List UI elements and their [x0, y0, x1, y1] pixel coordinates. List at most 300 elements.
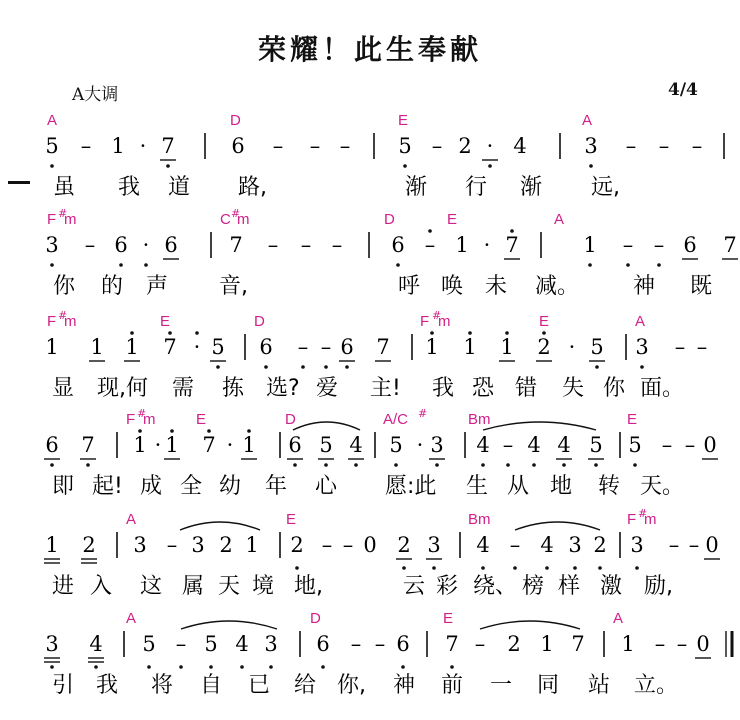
- chord-symbol: F: [126, 411, 136, 428]
- lyric-syllable: 爱: [316, 376, 339, 401]
- jianpu-note: ·: [226, 433, 234, 457]
- chord-symbol: #: [58, 207, 68, 220]
- jianpu-note: –: [84, 233, 96, 257]
- jianpu-note: 1: [165, 433, 179, 457]
- jianpu-note: –: [272, 134, 284, 158]
- jianpu-note: –: [653, 233, 665, 257]
- octave-dot: [532, 463, 536, 467]
- octave-dot: [301, 365, 305, 369]
- lyric-syllable: 成: [140, 474, 163, 499]
- octave-dot: [402, 566, 406, 570]
- chord-symbol: A: [613, 610, 624, 627]
- octave-dot-high: [247, 429, 251, 433]
- jianpu-note: 2: [397, 533, 411, 557]
- jianpu-note: ·: [483, 233, 491, 257]
- jianpu-note: 5: [211, 335, 225, 359]
- octave-dot: [396, 263, 400, 267]
- octave-dot: [598, 566, 602, 570]
- chord-symbol: E: [539, 313, 550, 330]
- jianpu-note: 1: [133, 433, 147, 457]
- chord-symbol: E: [447, 211, 458, 228]
- jianpu-note: 7: [445, 632, 459, 656]
- jianpu-note: –: [424, 233, 436, 257]
- lyric-syllable: 天。: [640, 474, 685, 499]
- lyric-syllable: 未: [485, 274, 508, 299]
- octave-dot: [295, 566, 299, 570]
- chord-symbol: Bm: [468, 411, 491, 428]
- lyric-syllable: 面。: [640, 376, 685, 401]
- lyric-syllable: 从: [507, 474, 530, 499]
- chord-symbol: D: [254, 313, 265, 330]
- jianpu-note: 3: [133, 533, 147, 557]
- jianpu-note: 1: [455, 233, 469, 257]
- chord-symbol: #: [137, 407, 147, 420]
- jianpu-note: 0: [703, 433, 717, 457]
- lyric-syllable: 你,: [337, 673, 366, 698]
- jianpu-note: 6: [231, 134, 245, 158]
- jianpu-note: 7: [505, 233, 519, 257]
- chord-symbol: E: [160, 313, 171, 330]
- lyric-syllable: 云: [403, 574, 426, 599]
- chord-symbol: #: [418, 407, 428, 420]
- jianpu-note: 2: [219, 533, 233, 557]
- lyric-syllable: 这: [140, 574, 163, 599]
- octave-dot: [50, 665, 54, 669]
- lyric-syllable: 需: [172, 376, 195, 401]
- lyric-syllable: 你: [53, 274, 76, 299]
- chord-symbol: D: [285, 411, 296, 428]
- jianpu-note: 4: [476, 433, 490, 457]
- lyric-syllable: 榜: [522, 574, 545, 599]
- octave-dot-high: [505, 331, 509, 335]
- octave-dot: [401, 665, 405, 669]
- jianpu-note: 5: [389, 433, 403, 457]
- jianpu-note: –: [474, 632, 486, 656]
- chord-symbol: F: [420, 313, 430, 330]
- jianpu-note: 5: [142, 632, 156, 656]
- jianpu-note: 1: [425, 335, 439, 359]
- lyric-syllable: 前: [441, 673, 464, 698]
- jianpu-note: 4: [540, 533, 554, 557]
- octave-dot: [345, 365, 349, 369]
- jianpu-note: –: [80, 134, 92, 158]
- lyric-syllable: 神: [393, 673, 416, 698]
- chord-symbol: m: [644, 511, 657, 528]
- chord-symbol: F: [47, 211, 57, 228]
- time-signature: 4/4: [668, 80, 698, 100]
- chord-symbol: #: [58, 309, 68, 322]
- jianpu-note: –: [674, 335, 686, 359]
- chord-symbol: C: [220, 211, 231, 228]
- jianpu-note: 3: [191, 533, 205, 557]
- lyric-syllable: 励,: [644, 574, 673, 599]
- octave-dot: [209, 665, 213, 669]
- octave-dot: [264, 365, 268, 369]
- lyric-syllable: 地,: [294, 574, 323, 599]
- octave-dot: [562, 463, 566, 467]
- jianpu-note: 6: [114, 233, 128, 257]
- jianpu-note: 1: [90, 335, 104, 359]
- lyric-syllable: 拣: [222, 376, 245, 401]
- lyric-syllable: 转: [598, 474, 621, 499]
- jianpu-note: –: [691, 134, 703, 158]
- octave-dot: [481, 566, 485, 570]
- octave-dot-high: [130, 331, 134, 335]
- jianpu-note: –: [339, 134, 351, 158]
- jianpu-note: 4: [235, 632, 249, 656]
- jianpu-note: 3: [45, 233, 59, 257]
- octave-dot: [240, 665, 244, 669]
- jianpu-note: 6: [164, 233, 178, 257]
- lyric-syllable: 你: [603, 376, 626, 401]
- jianpu-note: 6: [288, 433, 302, 457]
- jianpu-note: ·: [486, 134, 494, 158]
- slur-arc: [483, 422, 596, 430]
- jianpu-note: –: [331, 233, 343, 257]
- chord-symbol: m: [64, 211, 77, 228]
- lyric-syllable: 渐: [405, 175, 428, 200]
- lyric-syllable: 即: [52, 474, 75, 499]
- slur-arc: [515, 522, 600, 530]
- octave-dot: [589, 164, 593, 168]
- octave-dot: [432, 566, 436, 570]
- octave-dot: [594, 463, 598, 467]
- slur-arc: [180, 522, 260, 530]
- lyric-syllable: 引: [52, 673, 75, 698]
- lyric-syllable: 我: [432, 376, 455, 401]
- lyric-syllable: 显: [52, 376, 75, 401]
- jianpu-note: –: [625, 134, 637, 158]
- jianpu-note: 7: [723, 233, 737, 257]
- lyric-syllable: 激: [600, 574, 623, 599]
- jianpu-note: 4: [513, 134, 527, 158]
- octave-dot: [657, 263, 661, 267]
- jianpu-note: 1: [463, 335, 477, 359]
- octave-dot: [94, 665, 98, 669]
- chord-symbol: A: [635, 313, 646, 330]
- lyric-syllable: 年: [265, 474, 288, 499]
- lyric-syllable: 进: [52, 574, 75, 599]
- jianpu-note: 5: [204, 632, 218, 656]
- jianpu-note: –: [175, 632, 187, 656]
- jianpu-note: –: [321, 533, 333, 557]
- lyric-syllable: 心: [315, 474, 338, 499]
- jianpu-note: ·: [154, 433, 162, 457]
- octave-dot: [488, 164, 492, 168]
- lyric-syllable: 自: [200, 673, 223, 698]
- chord-symbol: E: [443, 610, 454, 627]
- jianpu-note: 5: [45, 134, 59, 158]
- jianpu-note: 6: [391, 233, 405, 257]
- jianpu-note: 7: [163, 335, 177, 359]
- jianpu-note: 0: [705, 533, 719, 557]
- jianpu-note: –: [297, 335, 309, 359]
- lyric-syllable: 境: [252, 574, 275, 599]
- lyric-syllable: 将: [151, 673, 174, 698]
- jianpu-note: 1: [125, 335, 139, 359]
- jianpu-note: 5: [590, 335, 604, 359]
- octave-dot: [144, 263, 148, 267]
- lyric-syllable: 站: [588, 673, 611, 698]
- jianpu-note: ·: [142, 233, 150, 257]
- octave-dot: [633, 463, 637, 467]
- lyric-syllable: 远,: [591, 175, 620, 200]
- octave-dot: [403, 164, 407, 168]
- chord-symbol: A: [582, 112, 593, 129]
- lyric-syllable: 虽: [53, 175, 76, 200]
- octave-dot: [324, 365, 328, 369]
- jianpu-note: 2: [82, 533, 96, 557]
- jianpu-note: 6: [340, 335, 354, 359]
- jianpu-note: –: [661, 433, 673, 457]
- chord-symbol: Bm: [468, 511, 491, 528]
- chord-symbol: E: [196, 411, 207, 428]
- chord-symbol: E: [398, 112, 409, 129]
- octave-dot-high: [468, 331, 472, 335]
- lyric-syllable: 唤: [441, 274, 464, 299]
- jianpu-note: 6: [683, 233, 697, 257]
- lyric-syllable: 恐: [472, 376, 495, 401]
- chord-symbol: E: [286, 511, 297, 528]
- lyric-syllable: 天: [218, 574, 241, 599]
- jianpu-note: –: [267, 233, 279, 257]
- octave-dot: [435, 463, 439, 467]
- key-signature: A大调: [72, 85, 119, 105]
- octave-dot: [321, 665, 325, 669]
- chord-symbol: #: [638, 507, 648, 520]
- octave-dot: [481, 463, 485, 467]
- chord-symbol: D: [310, 610, 321, 627]
- jianpu-note: 1: [621, 632, 635, 656]
- jianpu-note: 3: [584, 134, 598, 158]
- lyric-syllable: 的: [101, 274, 124, 299]
- jianpu-note: 3: [430, 433, 444, 457]
- jianpu-note: 4: [89, 632, 103, 656]
- jianpu-note: 7: [376, 335, 390, 359]
- octave-dot: [293, 463, 297, 467]
- lyric-syllable: 起!: [92, 474, 123, 499]
- chord-symbol: m: [237, 211, 250, 228]
- jianpu-note: –: [350, 632, 362, 656]
- jianpu-note: –: [509, 533, 521, 557]
- jianpu-note: 7: [81, 433, 95, 457]
- chord-symbol: #: [432, 309, 442, 322]
- jianpu-note: 5: [319, 433, 333, 457]
- chord-symbol: m: [438, 313, 451, 330]
- jianpu-note: 4: [476, 533, 490, 557]
- jianpu-note: 6: [396, 632, 410, 656]
- chord-symbol: F: [627, 511, 637, 528]
- octave-dot: [50, 263, 54, 267]
- jianpu-note: 7: [229, 233, 243, 257]
- jianpu-note: 3: [427, 533, 441, 557]
- lyric-syllable: 神: [633, 274, 656, 299]
- jianpu-note: 3: [635, 335, 649, 359]
- chord-symbol: A: [554, 211, 565, 228]
- octave-dot: [573, 566, 577, 570]
- jianpu-note: –: [300, 233, 312, 257]
- octave-dot: [179, 665, 183, 669]
- octave-dot: [324, 463, 328, 467]
- jianpu-note: 2: [290, 533, 304, 557]
- octave-dot: [588, 263, 592, 267]
- jianpu-note: 3: [568, 533, 582, 557]
- jianpu-note: 3: [630, 533, 644, 557]
- slur-arc: [480, 621, 580, 629]
- jianpu-note: –: [320, 335, 332, 359]
- lyric-syllable: 全: [180, 474, 203, 499]
- jianpu-note: 1: [540, 632, 554, 656]
- jianpu-note: 1: [500, 335, 514, 359]
- chord-symbol: A: [126, 610, 137, 627]
- jianpu-note: 2: [593, 533, 607, 557]
- lyric-syllable: 选?: [266, 376, 300, 401]
- jianpu-note: 1: [245, 533, 259, 557]
- jianpu-note: –: [654, 632, 666, 656]
- lyric-syllable: 生: [466, 474, 489, 499]
- jianpu-note: 6: [316, 632, 330, 656]
- jianpu-note: –: [676, 632, 688, 656]
- lyric-syllable: 路,: [238, 175, 267, 200]
- octave-dot: [506, 463, 510, 467]
- jianpu-note: 3: [45, 632, 59, 656]
- lyric-syllable: 给: [294, 673, 317, 698]
- lyric-syllable: 同: [537, 673, 560, 698]
- lyric-syllable: 减。: [535, 274, 580, 299]
- octave-dot: [450, 665, 454, 669]
- lyric-syllable: 道: [168, 175, 191, 200]
- chord-symbol: D: [384, 211, 395, 228]
- jianpu-note: 2: [458, 134, 472, 158]
- lyric-syllable: 一: [490, 673, 513, 698]
- octave-dot-high: [168, 331, 172, 335]
- octave-dot-high: [138, 429, 142, 433]
- octave-dot: [119, 263, 123, 267]
- chord-symbol: E: [627, 411, 638, 428]
- jianpu-note: –: [696, 335, 708, 359]
- jianpu-note: 7: [202, 433, 216, 457]
- jianpu-note: –: [622, 233, 634, 257]
- octave-dot-high: [195, 331, 199, 335]
- jianpu-note: ·: [139, 134, 147, 158]
- octave-dot: [626, 263, 630, 267]
- chord-symbol: m: [143, 411, 156, 428]
- jianpu-note: 0: [363, 533, 377, 557]
- lyric-syllable: 绕、: [473, 574, 518, 599]
- jianpu-note: 1: [242, 433, 256, 457]
- lyric-syllable: 立。: [634, 673, 679, 698]
- lyric-syllable: 我: [118, 175, 141, 200]
- jianpu-note: 4: [527, 433, 541, 457]
- jianpu-note: –: [342, 533, 354, 557]
- lyric-syllable: 音,: [219, 274, 248, 299]
- octave-dot: [545, 566, 549, 570]
- lyric-syllable: 我: [96, 673, 119, 698]
- chord-symbol: A/C: [383, 411, 409, 428]
- lyric-syllable: 既: [690, 274, 713, 299]
- octave-dot-high: [430, 331, 434, 335]
- jianpu-note: 0: [696, 632, 710, 656]
- jianpu-note: 1: [45, 335, 59, 359]
- chord-symbol: #: [231, 207, 241, 220]
- octave-dot: [166, 164, 170, 168]
- jianpu-note: –: [668, 533, 680, 557]
- jianpu-note: –: [502, 433, 514, 457]
- chord-symbol: F: [47, 313, 57, 330]
- lyric-syllable: 已: [248, 673, 271, 698]
- lyric-syllable: 主!: [370, 376, 401, 401]
- lyric-syllable: 失: [562, 376, 585, 401]
- jianpu-note: 2: [537, 335, 551, 359]
- chord-symbol: A: [126, 511, 137, 528]
- lyric-syllable: 属: [182, 574, 205, 599]
- jianpu-note: 6: [259, 335, 273, 359]
- jianpu-note: 1: [583, 233, 597, 257]
- lyric-syllable: 幼: [219, 474, 242, 499]
- lyric-syllable: 渐: [520, 175, 543, 200]
- lyric-syllable: 入: [90, 574, 113, 599]
- jianpu-note: 3: [264, 632, 278, 656]
- jianpu-note: ·: [568, 335, 576, 359]
- octave-dot: [50, 164, 54, 168]
- jianpu-note: 4: [349, 433, 363, 457]
- octave-dot: [635, 566, 639, 570]
- octave-dot: [216, 365, 220, 369]
- lyric-syllable: 现,何: [97, 376, 148, 401]
- lyric-syllable: 声: [146, 274, 169, 299]
- jianpu-note: 7: [161, 134, 175, 158]
- lyric-syllable: 呼: [398, 274, 421, 299]
- jianpu-note: 5: [398, 134, 412, 158]
- jianpu-note: –: [166, 533, 178, 557]
- slur-arc: [293, 422, 360, 430]
- octave-dot: [394, 463, 398, 467]
- lyric-syllable: 行: [465, 175, 488, 200]
- lyric-syllable: 彩: [436, 574, 459, 599]
- octave-dot-high: [207, 429, 211, 433]
- octave-dot: [86, 463, 90, 467]
- jianpu-note: 5: [628, 433, 642, 457]
- jianpu-note: –: [684, 433, 696, 457]
- jianpu-note: –: [374, 632, 386, 656]
- chord-symbol: m: [64, 313, 77, 330]
- lyric-syllable: 愿:此: [385, 474, 437, 499]
- octave-dot: [513, 566, 517, 570]
- octave-dot: [50, 463, 54, 467]
- octave-dot: [595, 365, 599, 369]
- song-title: 荣耀！此生奉献: [257, 33, 482, 66]
- jianpu-note: 7: [571, 632, 585, 656]
- jianpu-note: ·: [193, 335, 201, 359]
- slur-arc: [181, 621, 277, 629]
- jianpu-note: 5: [589, 433, 603, 457]
- jianpu-note: –: [688, 533, 700, 557]
- jianpu-note: –: [309, 134, 321, 158]
- jianpu-note: ·: [416, 433, 424, 457]
- octave-dot: [147, 665, 151, 669]
- octave-dot-high: [428, 229, 432, 233]
- chord-symbol: A: [47, 112, 58, 129]
- chord-symbol: D: [230, 112, 241, 129]
- octave-dot-high: [542, 331, 546, 335]
- octave-dot: [640, 365, 644, 369]
- lyric-syllable: 错: [515, 376, 538, 401]
- jianpu-note: –: [431, 134, 443, 158]
- jianpu-note: 6: [45, 433, 59, 457]
- octave-dot: [354, 463, 358, 467]
- octave-dot: [269, 665, 273, 669]
- lyric-syllable: 地: [550, 474, 573, 499]
